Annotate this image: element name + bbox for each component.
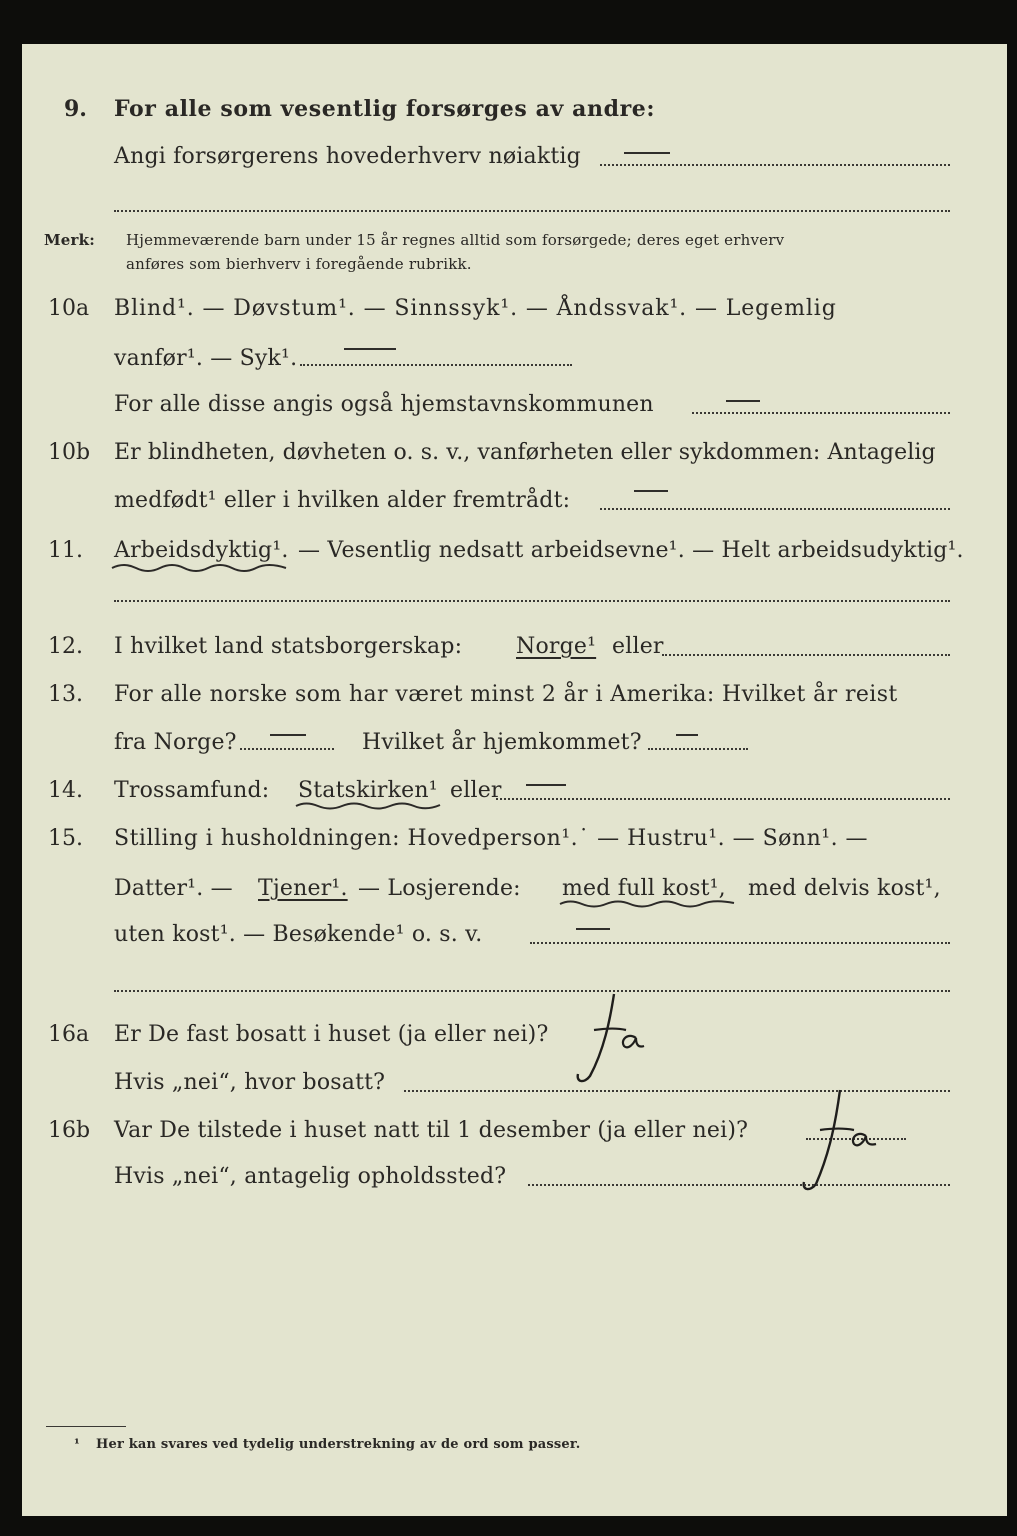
census-form-page xyxy=(22,44,1007,1516)
q16a-line1: Er De fast bosatt i huset (ja eller nei)? xyxy=(114,1022,549,1047)
q10a-answer-line xyxy=(300,364,572,366)
q13-reist-line xyxy=(240,748,334,750)
q9-answer-line xyxy=(600,164,950,166)
q9-line2: Angi forsørgerens hovederhverv nøiaktig xyxy=(114,144,581,169)
q10a-answer-dash xyxy=(344,348,396,350)
q16b-answer-line xyxy=(528,1184,950,1186)
q10a-line3: For alle disse angis også hjemstavnskommunen xyxy=(114,392,654,417)
q11-rest: — Vesentlig nedsatt arbeidsevne¹. — Helt arbeidsudyktig¹. xyxy=(298,538,964,563)
q16b-line2: Hvis „nei“, antagelig opholdssted? xyxy=(114,1164,507,1189)
q10a-home-line xyxy=(692,412,950,414)
q15-line2a: Datter¹. — xyxy=(114,876,233,901)
q14-post: eller xyxy=(450,778,502,803)
q13-line2a: fra Norge? xyxy=(114,730,237,755)
q10a-number: 10a xyxy=(48,296,90,321)
q9-title: For alle som vesentlig forsørges av andre: xyxy=(114,96,656,122)
q11-option-arbeidsdyktig: Arbeidsdyktig¹. xyxy=(114,538,289,563)
q15-line1: Stilling i husholdningen: Hovedperson¹.˙ — Hustru¹. — Sønn¹. — xyxy=(114,826,869,851)
q15-number: 15. xyxy=(48,826,83,851)
merk-line2: anføres som bierhverv i foregående rubrikk. xyxy=(126,255,472,273)
q15-underline-mark xyxy=(558,898,738,910)
merk-line1: Hjemmeværende barn under 15 år regnes alltid som forsørgede; deres eget erhverv xyxy=(126,231,785,249)
q14-answer-dash xyxy=(526,784,566,786)
q16a-line2: Hvis „nei“, hvor bosatt? xyxy=(114,1070,386,1095)
footnote-text: Her kan svares ved tydelig understrekning av de ord som passer. xyxy=(96,1437,581,1452)
q10a-home-dash xyxy=(726,400,760,402)
q12-pre: I hvilket land statsborgerskap: xyxy=(114,634,463,659)
footnote-rule xyxy=(46,1426,126,1427)
q14-answer-line xyxy=(496,798,950,800)
q12-number: 12. xyxy=(48,634,83,659)
q12-answer-line xyxy=(662,654,950,656)
q13-line1: For alle norske som har været minst 2 år i Amerika: Hvilket år reist xyxy=(114,682,898,707)
q15-line3: uten kost¹. — Besøkende¹ o. s. v. xyxy=(114,922,483,947)
q16a-number: 16a xyxy=(48,1022,90,1047)
q15-answer-dash xyxy=(576,928,610,930)
merk-label: Merk: xyxy=(44,231,95,249)
q15-answer-line-2 xyxy=(114,990,950,992)
q15-answer-line xyxy=(530,942,950,944)
q10b-answer-line xyxy=(600,508,950,510)
q15-line2e: med delvis kost¹, xyxy=(748,876,941,901)
q13-reist-dash xyxy=(270,734,306,736)
q10b-line2: medfødt¹ eller i hvilken alder fremtrådt: xyxy=(114,488,571,513)
q9-number: 9. xyxy=(64,96,87,122)
q10b-answer-dash xyxy=(634,490,668,492)
q12-option-norge: Norge¹ xyxy=(516,634,597,659)
q14-option-statskirken: Statskirken¹ xyxy=(298,778,438,803)
q10b-line1: Er blindheten, døvheten o. s. v., vanførheten eller sykdommen: Antagelig xyxy=(114,440,936,465)
q11-number: 11. xyxy=(48,538,83,563)
q14-underline-mark xyxy=(294,800,444,812)
q16b-line1: Var De tilstede i huset natt til 1 desember (ja eller nei)? xyxy=(114,1118,749,1143)
q11-underline-mark xyxy=(110,562,290,574)
q10a-line2: vanfør¹. — Syk¹. xyxy=(114,346,298,371)
q12-post: eller xyxy=(612,634,664,659)
q16b-handwritten-answer xyxy=(796,1084,916,1196)
q10b-number: 10b xyxy=(48,440,91,465)
q15-option-tjener: Tjener¹. xyxy=(258,876,348,901)
footnote-mark: ¹ xyxy=(74,1437,80,1452)
q13-hjem-line xyxy=(648,748,748,750)
q16b-number: 16b xyxy=(48,1118,91,1143)
q16a-handwritten-answer xyxy=(574,990,684,1090)
q11-answer-line xyxy=(114,600,950,602)
q9-answer-line-2 xyxy=(114,210,950,212)
q10a-line1: Blind¹. — Døvstum¹. — Sinnssyk¹. — Åndssvak¹. — Legemlig xyxy=(114,296,837,321)
q14-pre: Trossamfund: xyxy=(114,778,270,803)
q9-answer-dash xyxy=(624,152,670,154)
q15-option-full-kost: med full kost¹, xyxy=(562,876,726,901)
q13-line2b: Hvilket år hjemkommet? xyxy=(362,730,642,755)
q15-line2c: — Losjerende: xyxy=(358,876,521,901)
q14-number: 14. xyxy=(48,778,83,803)
q13-hjem-dash xyxy=(676,734,698,736)
q13-number: 13. xyxy=(48,682,83,707)
